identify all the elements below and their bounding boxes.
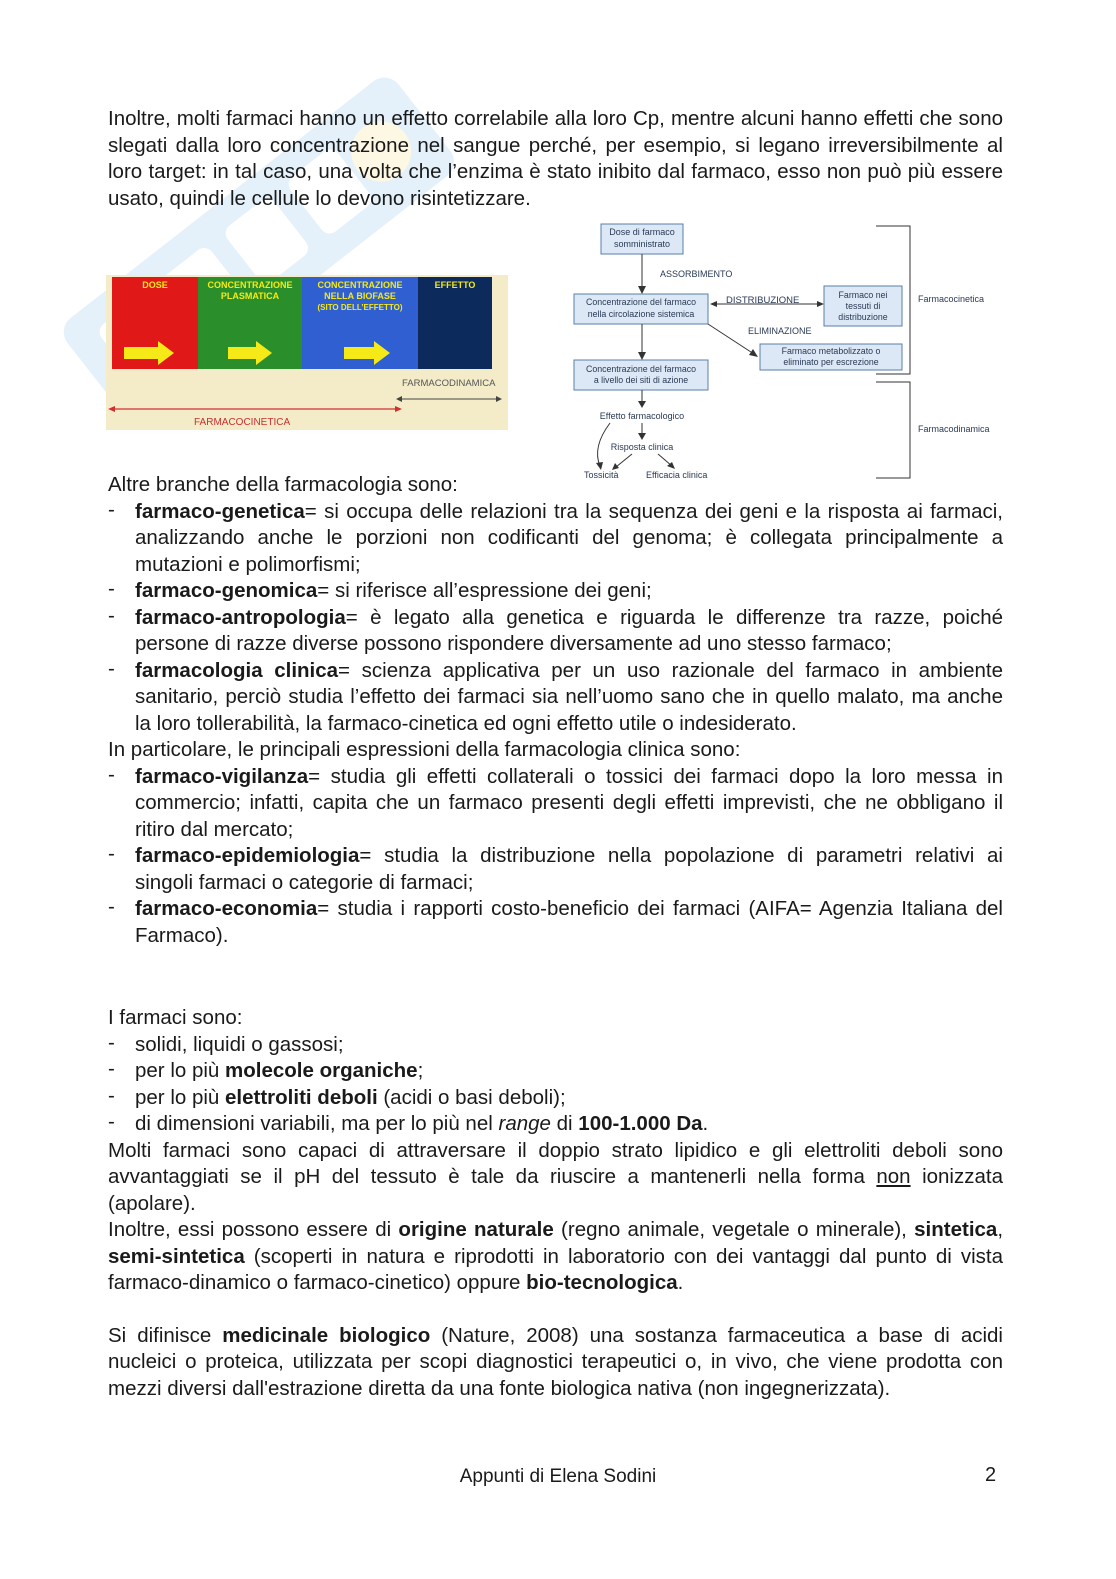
tissues-line-3: distribuzione [838,312,888,322]
term: farmaco-antropologia [135,605,346,629]
membrane-paragraph: Molti farmaci sono capaci di attraversare il doppio strato lipidico e gli elettroliti deboli sono avvantaggiati se il pH del tessuto è tale da riuscire a mantenerli nella forma non ionizzata (apolare). [108,1138,1003,1215]
pk-pd-bar-figure [106,275,508,430]
label-distribution: DISTRIBUZIONE [726,295,800,306]
list-item: - di dimensioni variabili, ma per lo più nel range di 100-1.000 Da. [108,1111,1003,1138]
term: farmaco-genomica [135,579,318,602]
label-pd-bracket: Farmacodinamica [918,424,990,434]
page-number: 2 [985,1464,997,1486]
origin-paragraph: Inoltre, essi possono essere di origine naturale (regno animale, vegetale o minerale), sintetica, semi-sintetica (scoperti in natura e riprodotti in laboratorio con dei vantaggi dal punto di vista farmaco-dinamico o farmaco-cinetico) oppure bio-tecnologica. [108,1218,1004,1294]
term: farmaco-vigilanza [135,764,309,788]
tissues-line-2: tessuti di [845,301,881,311]
term: farmaco-economia [135,897,318,920]
list-item: - farmacologia clinica= scienza applicativa per un uso razionale del farmaco in ambiente sanitario, perciò studia l’effetto dei farmaci sia nell’uomo sano che in quello malato, ma anche la loro tollerabilità, la farmaco-cinetica ed ogni effetto utile o indesiderato. [108,658,1003,738]
list-item: - farmaco-genomica= si riferisce all’espressione dei geni; [108,578,1003,605]
action-sites-line-1: Concentrazione del farmaco [585,364,697,374]
list-item: - farmaco-economia= studia i rapporti costo-beneficio dei farmaci (AIFA= Agenzia Italiana del Farmaco). [108,896,1003,949]
pharmacology-flow-diagram [570,222,1005,484]
metabolized-line-1: Farmaco metabolizzato o [781,346,881,356]
list-item: - solidi, liquidi o gassosi; [108,1032,1003,1059]
label-pharmacodynamics: FARMACODINAMICA [402,378,496,389]
dose-line-1: Dose di farmaco [609,227,675,237]
label-pk-bracket: Farmacocinetica [918,294,985,304]
label-effect: EFFETTO [434,280,476,290]
circulation-line-2: nella circolazione sistemica [587,309,695,319]
label-absorption: ASSORBIMENTO [660,269,733,279]
label-clinical-response: Risposta clinica [610,442,674,452]
branches-intro: Altre branche della farmacologia sono: [108,473,458,496]
label-biophase-3: (SITO DELL’EFFETTO) [317,303,403,312]
drugs-intro: I farmaci sono: [108,1006,243,1029]
drugs-section [108,1005,1003,1402]
label-toxicity: Tossicità [584,470,619,480]
list-item: - farmaco-epidemiologia= studia la distribuzione nella popolazione di parametri relativi ai singoli farmaci o categorie di farmaci; [108,843,1003,896]
effect-block [418,277,492,369]
term: farmaco-genetica [135,499,305,523]
branches-list [108,499,1003,738]
label-plasma-1: CONCENTRAZIONE [207,280,293,290]
list-item: - farmaco-vigilanza= studia gli effetti collaterali o tossici dei farmaci dopo la loro messa in commercio; infatti, capita che un farmaco presenti degli effetti imprevisti, che ne obbligano il ritiro dal mercato; [108,764,1003,844]
circulation-line-1: Concentrazione del farmaco [585,297,697,307]
list-item: - per lo più elettroliti deboli (acidi o basi deboli); [108,1085,1003,1112]
clinical-intro: In particolare, le principali espressioni della farmacologia clinica sono: [108,738,741,761]
list-item: - farmaco-genetica= si occupa delle relazioni tra la sequenza dei geni e la risposta ai farmaci, analizzando anche le porzioni non codificanti del genoma; è collegata principalmente a mutazioni e polimorfismi; [108,499,1003,579]
footer-author: Appunti di Elena Sodini [459,1466,657,1487]
label-plasma-2: PLASMATICA [220,291,280,301]
label-dose: DOSE [142,280,168,290]
branches-section [108,472,1003,949]
metabolized-line-2: eliminato per escrezione [783,357,879,367]
intro-paragraph: Inoltre, molti farmaci hanno un effetto correlabile alla loro Cp, mentre alcuni hanno effetti che sono slegati dalla loro concentrazione nel sangue perché, per esempio, si legano irreversibilmente al loro target: in tal caso, una volta che l’enzima è stato inibito dal farmaco, esso non può più essere usato, quindi le cellule lo devono risintetizzare. [108,107,1003,210]
label-biophase-1: CONCENTRAZIONE [317,280,403,290]
drugs-list [108,1032,1003,1138]
list-item: - farmaco-antropologia= è legato alla genetica e riguarda le differenze tra razze, poiché persone di razze diverse possono rispondere diversamente ad uno stesso farmaco; [108,605,1003,658]
tissues-line-1: Farmaco nei [838,290,888,300]
action-sites-line-2: a livello dei siti di azione [593,375,689,385]
label-biophase-2: NELLA BIOFASE [324,291,396,301]
biologic-paragraph: Si difinisce medicinale biologico (Nature, 2008) una sostanza farmaceutica a base di acidi nucleici o proteica, utilizzata per scopi diagnostici terapeutici o, in vivo, che viene prodotta con mezzi diversi dall'estrazione diretta da una fonte biologica nativa (non ingegnerizzata). [108,1323,1003,1400]
pd-bracket [876,382,910,478]
dose-line-2: somministrato [613,239,671,249]
term: farmacologia clinica [135,658,339,682]
clinical-list [108,764,1003,950]
term: farmaco-epidemiologia [135,844,360,867]
list-item: - per lo più molecole organiche; [108,1058,1003,1085]
label-efficacy: Efficacia clinica [646,470,708,480]
label-pharmacokinetics: FARMACOCINETICA [194,417,291,428]
label-effect: Effetto farmacologico [599,411,685,421]
label-elimination: ELIMINAZIONE [748,326,812,336]
